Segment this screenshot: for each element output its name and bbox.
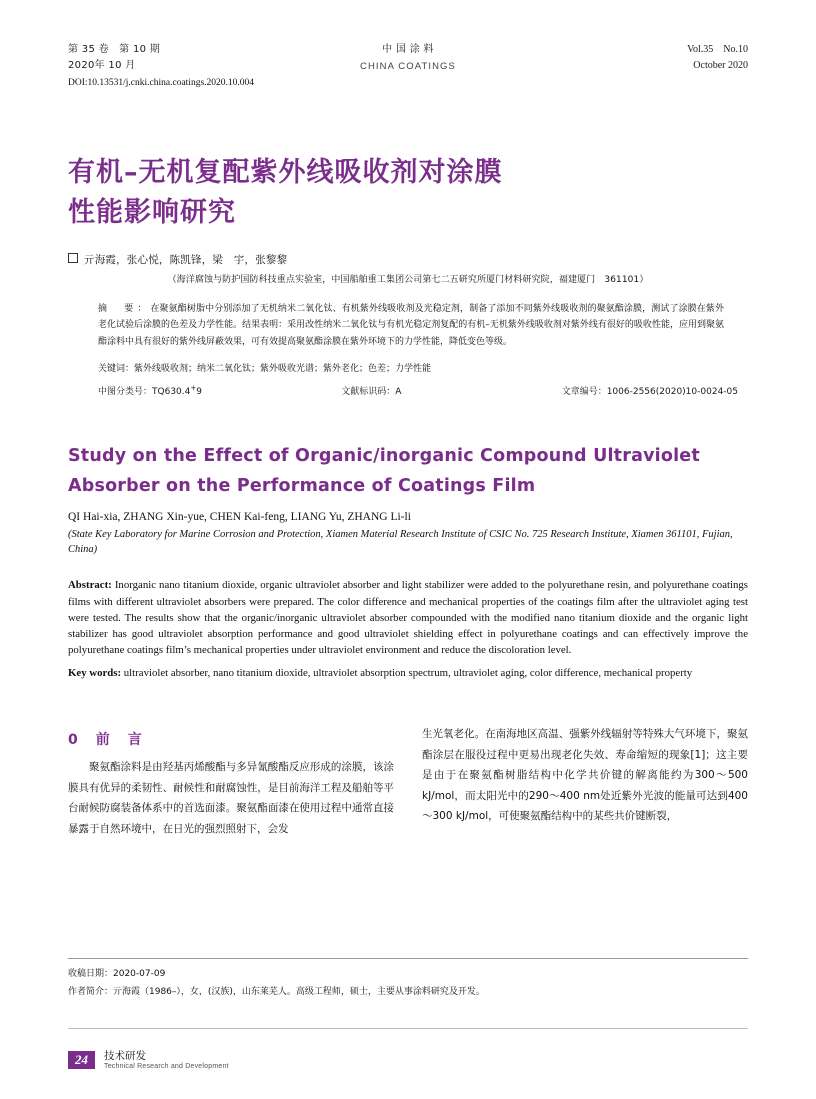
- received-date: 收稿日期：2020-07-09: [68, 969, 166, 979]
- footer-section-label: [104, 1050, 229, 1071]
- clc-value-tail: 9: [196, 386, 202, 397]
- abstract-cn: [68, 301, 748, 351]
- issue-date-en: October 2020: [693, 59, 748, 71]
- body-paragraph-left: 聚氨酯涂料是由羟基丙烯酸酯与多异氰酸酯反应形成的涂膜，该涂膜具有优异的柔韧性、耐候性和耐腐蚀性，是目前海洋工程及船舶等平台耐候防腐装备体系中的首选面漆。聚氨酯面漆在使用过程中通常直接暴露于自然环境中，在日光的强烈照射下，会发: [68, 761, 394, 835]
- article-id-value: 1006-2556(2020)10-0024-05: [606, 386, 738, 397]
- keywords-en-text: ultraviolet absorber, nano titanium dioxide, ultraviolet absorption spectrum, ultraviolet aging, color difference, mechanical property: [121, 667, 693, 680]
- body-column-right: [422, 724, 748, 839]
- document-code-label: 文献标识码：: [341, 386, 396, 397]
- clc-sup: +: [190, 383, 197, 392]
- clc-label: 中图分类号：: [98, 386, 153, 397]
- body-paragraph-right: 生光氧老化。在南海地区高温、强紫外线辐射等特殊大气环境下，聚氨酯涂层在服役过程中更易出现老化失效、寿命缩短的现象[1]；这主要是由于在聚氨酯树脂结构中化学共价键的解离能约为300～500 kJ/mol，而太阳光中的290～400 nm处近紫外光波的能量可达到400～300 kJ/mol，可使聚氨酯结构中的某些共价键断裂，: [422, 728, 748, 823]
- abstract-cn-text: 在聚氨酯树脂中分别添加了无机纳米二氧化钛、有机紫外线吸收剂及光稳定剂，制备了添加不同紫外线吸收剂的聚氨酯涂膜，测试了涂膜在紫外老化试验后涂膜的色差及力学性能。结果表明：采用改性纳米二氧化钛与有机光稳定剂复配的有机–无机紫外线吸收剂对紫外线有很好的吸收性能，应用到聚氨酯涂料中具有很好的紫外线屏蔽效果，可有效提高聚氨酯涂膜在紫外环境下的力学性能，降低变色等级。: [98, 303, 724, 347]
- footer-label-en: Technical Research and Development: [104, 1062, 229, 1070]
- keywords-cn-text: 紫外线吸收剂；纳米二氧化钛；紫外吸收光谱；紫外老化；色差；力学性能: [134, 363, 432, 374]
- author-bio: 作者简介：亓海霞（1986–），女，(汉族)，山东莱芜人。高级工程师，硕士，主要从事涂料研究及开发。: [68, 986, 485, 997]
- footnote-divider: [68, 958, 748, 959]
- clc-value: TQ630.4: [152, 386, 191, 397]
- article-id: [520, 384, 738, 397]
- issue-date-cn: 2020年 10 月: [68, 59, 136, 71]
- volume-issue-en: Vol.35 No.10: [687, 44, 748, 55]
- article-title-cn-line1: 有机–无机复配紫外线吸收剂对涂膜: [68, 156, 503, 188]
- abstract-en-text: Inorganic nano titanium dioxide, organic ultraviolet absorber and light stabilizer were added to the polyurethane resin, and polyurethane coatings films with different ultraviolet absorbers were prepared. The color difference and mechanical properties of the coatings film after the ultraviolet aging test were tested. The results show that the organic/inorganic ultraviolet absorber compounded with the modified nano titanium dioxide and the organic light stabilizer has good ultraviolet absorption performance and good ultraviolet shielding effect in polyurethane coatings and can effectively improve the polyurethane coatings film’s mechanical properties under ultraviolet environment and reduce the discoloration level.: [68, 579, 748, 657]
- article-title-en-line2: Ultraviolet Absorber on the Performance of Coatings Film: [68, 445, 700, 497]
- article-title-en: [68, 441, 748, 502]
- square-bullet-icon: [68, 253, 78, 263]
- abstract-en-label: Abstract:: [68, 579, 112, 592]
- body-column-left: [68, 757, 394, 839]
- footer-label-cn: 技术研发: [104, 1049, 146, 1062]
- journal-title-cn: 中 国 涂 料: [382, 44, 434, 55]
- article-id-label: 文章编号：: [561, 386, 607, 397]
- page-number: 24: [68, 1051, 95, 1069]
- footnotes: [68, 966, 748, 1001]
- article-title-cn-line2: 性能影响研究: [68, 197, 236, 229]
- document-code: [341, 384, 520, 397]
- abstract-en: [68, 577, 748, 658]
- clc-number: [98, 384, 341, 397]
- article-title-cn: [68, 153, 748, 234]
- page-header: [68, 0, 748, 91]
- journal-title-en: CHINA COATINGS: [360, 60, 456, 72]
- keywords-en: [68, 665, 748, 681]
- affiliation-en: (State Key Laboratory for Marine Corrosion and Protection, Xiamen Material Research Institute of CSIC No. 725 Research Institute, Xiamen 361101, Fujian, China): [68, 528, 733, 556]
- page-footer: [68, 1050, 229, 1071]
- authors-en: QI Hai-xia, ZHANG Xin-yue, CHEN Kai-feng, LIANG Yu, ZHANG Li-li: [68, 510, 411, 523]
- classification-row: [68, 384, 748, 397]
- abstract-cn-label: 摘 要：: [98, 303, 151, 314]
- keywords-cn-label: 关键词：: [98, 363, 135, 374]
- keywords-cn: [68, 361, 748, 374]
- header-left: [68, 42, 268, 91]
- keywords-en-label: Key words:: [68, 667, 122, 680]
- volume-issue: 第 35 卷 第 10 期: [68, 44, 161, 55]
- affiliation-cn: （海洋腐蚀与防护国防科技重点实验室，中国船舶重工集团公司第七二五研究所厦门材料研究院，福建厦门 361101）: [167, 274, 649, 285]
- doi-text: DOI:10.13531/j.cnki.china.coatings.2020.10.004: [68, 78, 255, 88]
- authors-cn: [68, 252, 748, 267]
- authors-cn-text: 亓海霞，张心悦，陈凯锋，梁 宇，张黎黎: [84, 253, 288, 266]
- article-title-en-line1: Study on the Effect of Organic/inorganic Compound: [68, 445, 587, 466]
- document-code-value: A: [395, 386, 402, 397]
- header-right: [548, 42, 748, 73]
- header-center: [268, 42, 548, 74]
- footer-divider: [68, 1028, 748, 1029]
- section-heading-introduction: 0 前 言: [68, 732, 144, 749]
